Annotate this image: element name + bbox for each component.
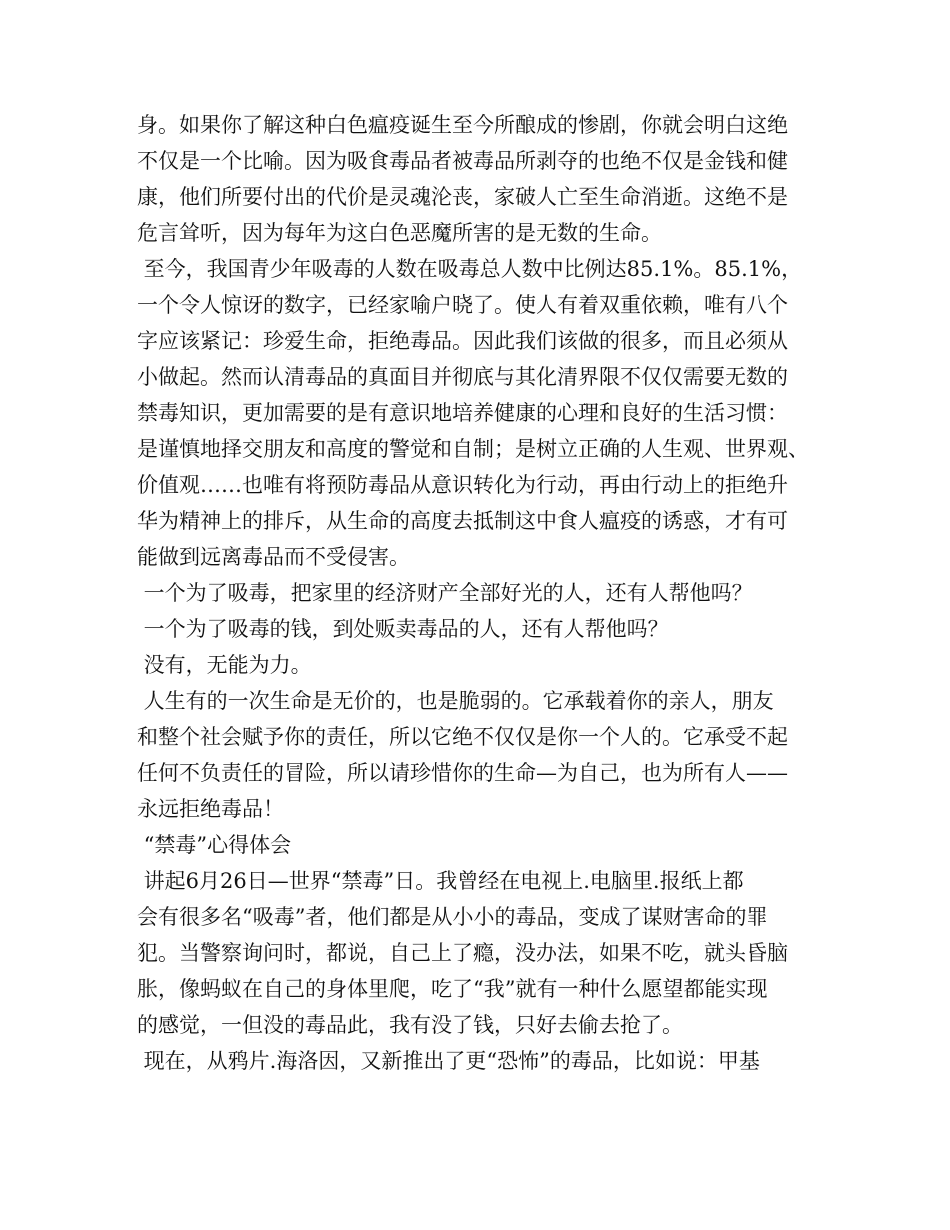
text-line: 危言耸听，因为每年为这白色恶魔所害的是无数的生命。 (137, 221, 662, 245)
text-line: 的感觉，一但没的毒品此，我有没了钱，只好去偷去抢了。 (137, 1013, 683, 1037)
document-body (137, 107, 827, 1079)
text-line: 华为精神上的排斥，从生命的高度去抵制这中食人瘟疫的诱惑，才有可 (137, 509, 788, 533)
text-line: 现在，从鸦片.海洛因，又新推出了更“恐怖”的毒品，比如说：甲基 (137, 1049, 760, 1073)
text-line: 一个令人惊讶的数字，已经家喻户晓了。使人有着双重依赖，唯有八个 (137, 293, 788, 317)
text-line: 和整个社会赋予你的责任，所以它绝不仅仅是你一个人的。它承受不起 (137, 725, 788, 749)
text-line: 一个为了吸毒，把家里的经济财产全部好光的人，还有人帮他吗？ (137, 581, 753, 605)
text-line: 身。如果你了解这种白色瘟疫诞生至今所酿成的惨剧，你就会明白这绝 (137, 113, 788, 137)
text-line: 价值观……也唯有将预防毒品从意识转化为行动，再由行动上的拒绝升 (137, 473, 788, 497)
text-line: 胀，像蚂蚁在自己的身体里爬，吃了“我”就有一种什么愿望都能实现 (137, 977, 768, 1001)
text-line: 禁毒知识，更加需要的是有意识地培养健康的心理和良好的生活习惯： (137, 401, 788, 425)
text-line: 一个为了吸毒的钱，到处贩卖毒品的人，还有人帮他吗？ (137, 617, 669, 641)
text-line: 没有，无能为力。 (137, 653, 312, 677)
text-line: 能做到远离毒品而不受侵害。 (137, 545, 410, 569)
text-line: 人生有的一次生命是无价的，也是脆弱的。它承载着你的亲人，朋友 (137, 689, 774, 713)
text-line: 不仅是一个比喻。因为吸食毒品者被毒品所剥夺的也绝不仅是金钱和健 (137, 149, 788, 173)
text-line: 讲起6月26日—世界“禁毒”日。我曾经在电视上.电脑里.报纸上都 (137, 869, 744, 893)
section-heading: “禁毒”心得体会 (137, 833, 292, 857)
text-line: 康，他们所要付出的代价是灵魂沦丧，家破人亡至生命消逝。这绝不是 (137, 185, 788, 209)
text-line: 字应该紧记：珍爱生命，拒绝毒品。因此我们该做的很多，而且必须从 (137, 329, 788, 353)
text-line: 永远拒绝毒品！ (137, 797, 284, 821)
text-line: 小做起。然而认清毒品的真面目并彻底与其化清界限不仅仅需要无数的 (137, 365, 788, 389)
text-line: 犯。当警察询问时，都说，自己上了瘾，没办法，如果不吃，就头昏脑 (137, 941, 788, 965)
text-line: 会有很多名“吸毒”者，他们都是从小小的毒品，变成了谋财害命的罪 (137, 905, 768, 929)
text-line: 是谨慎地择交朋友和高度的警觉和自制；是树立正确的人生观、世界观、 (137, 437, 809, 461)
text-line: 任何不负责任的冒险，所以请珍惜你的生命—为自己，也为所有人—— (137, 761, 788, 785)
text-line: 至今，我国青少年吸毒的人数在吸毒总人数中比例达85.1%。85.1%， (137, 257, 803, 281)
